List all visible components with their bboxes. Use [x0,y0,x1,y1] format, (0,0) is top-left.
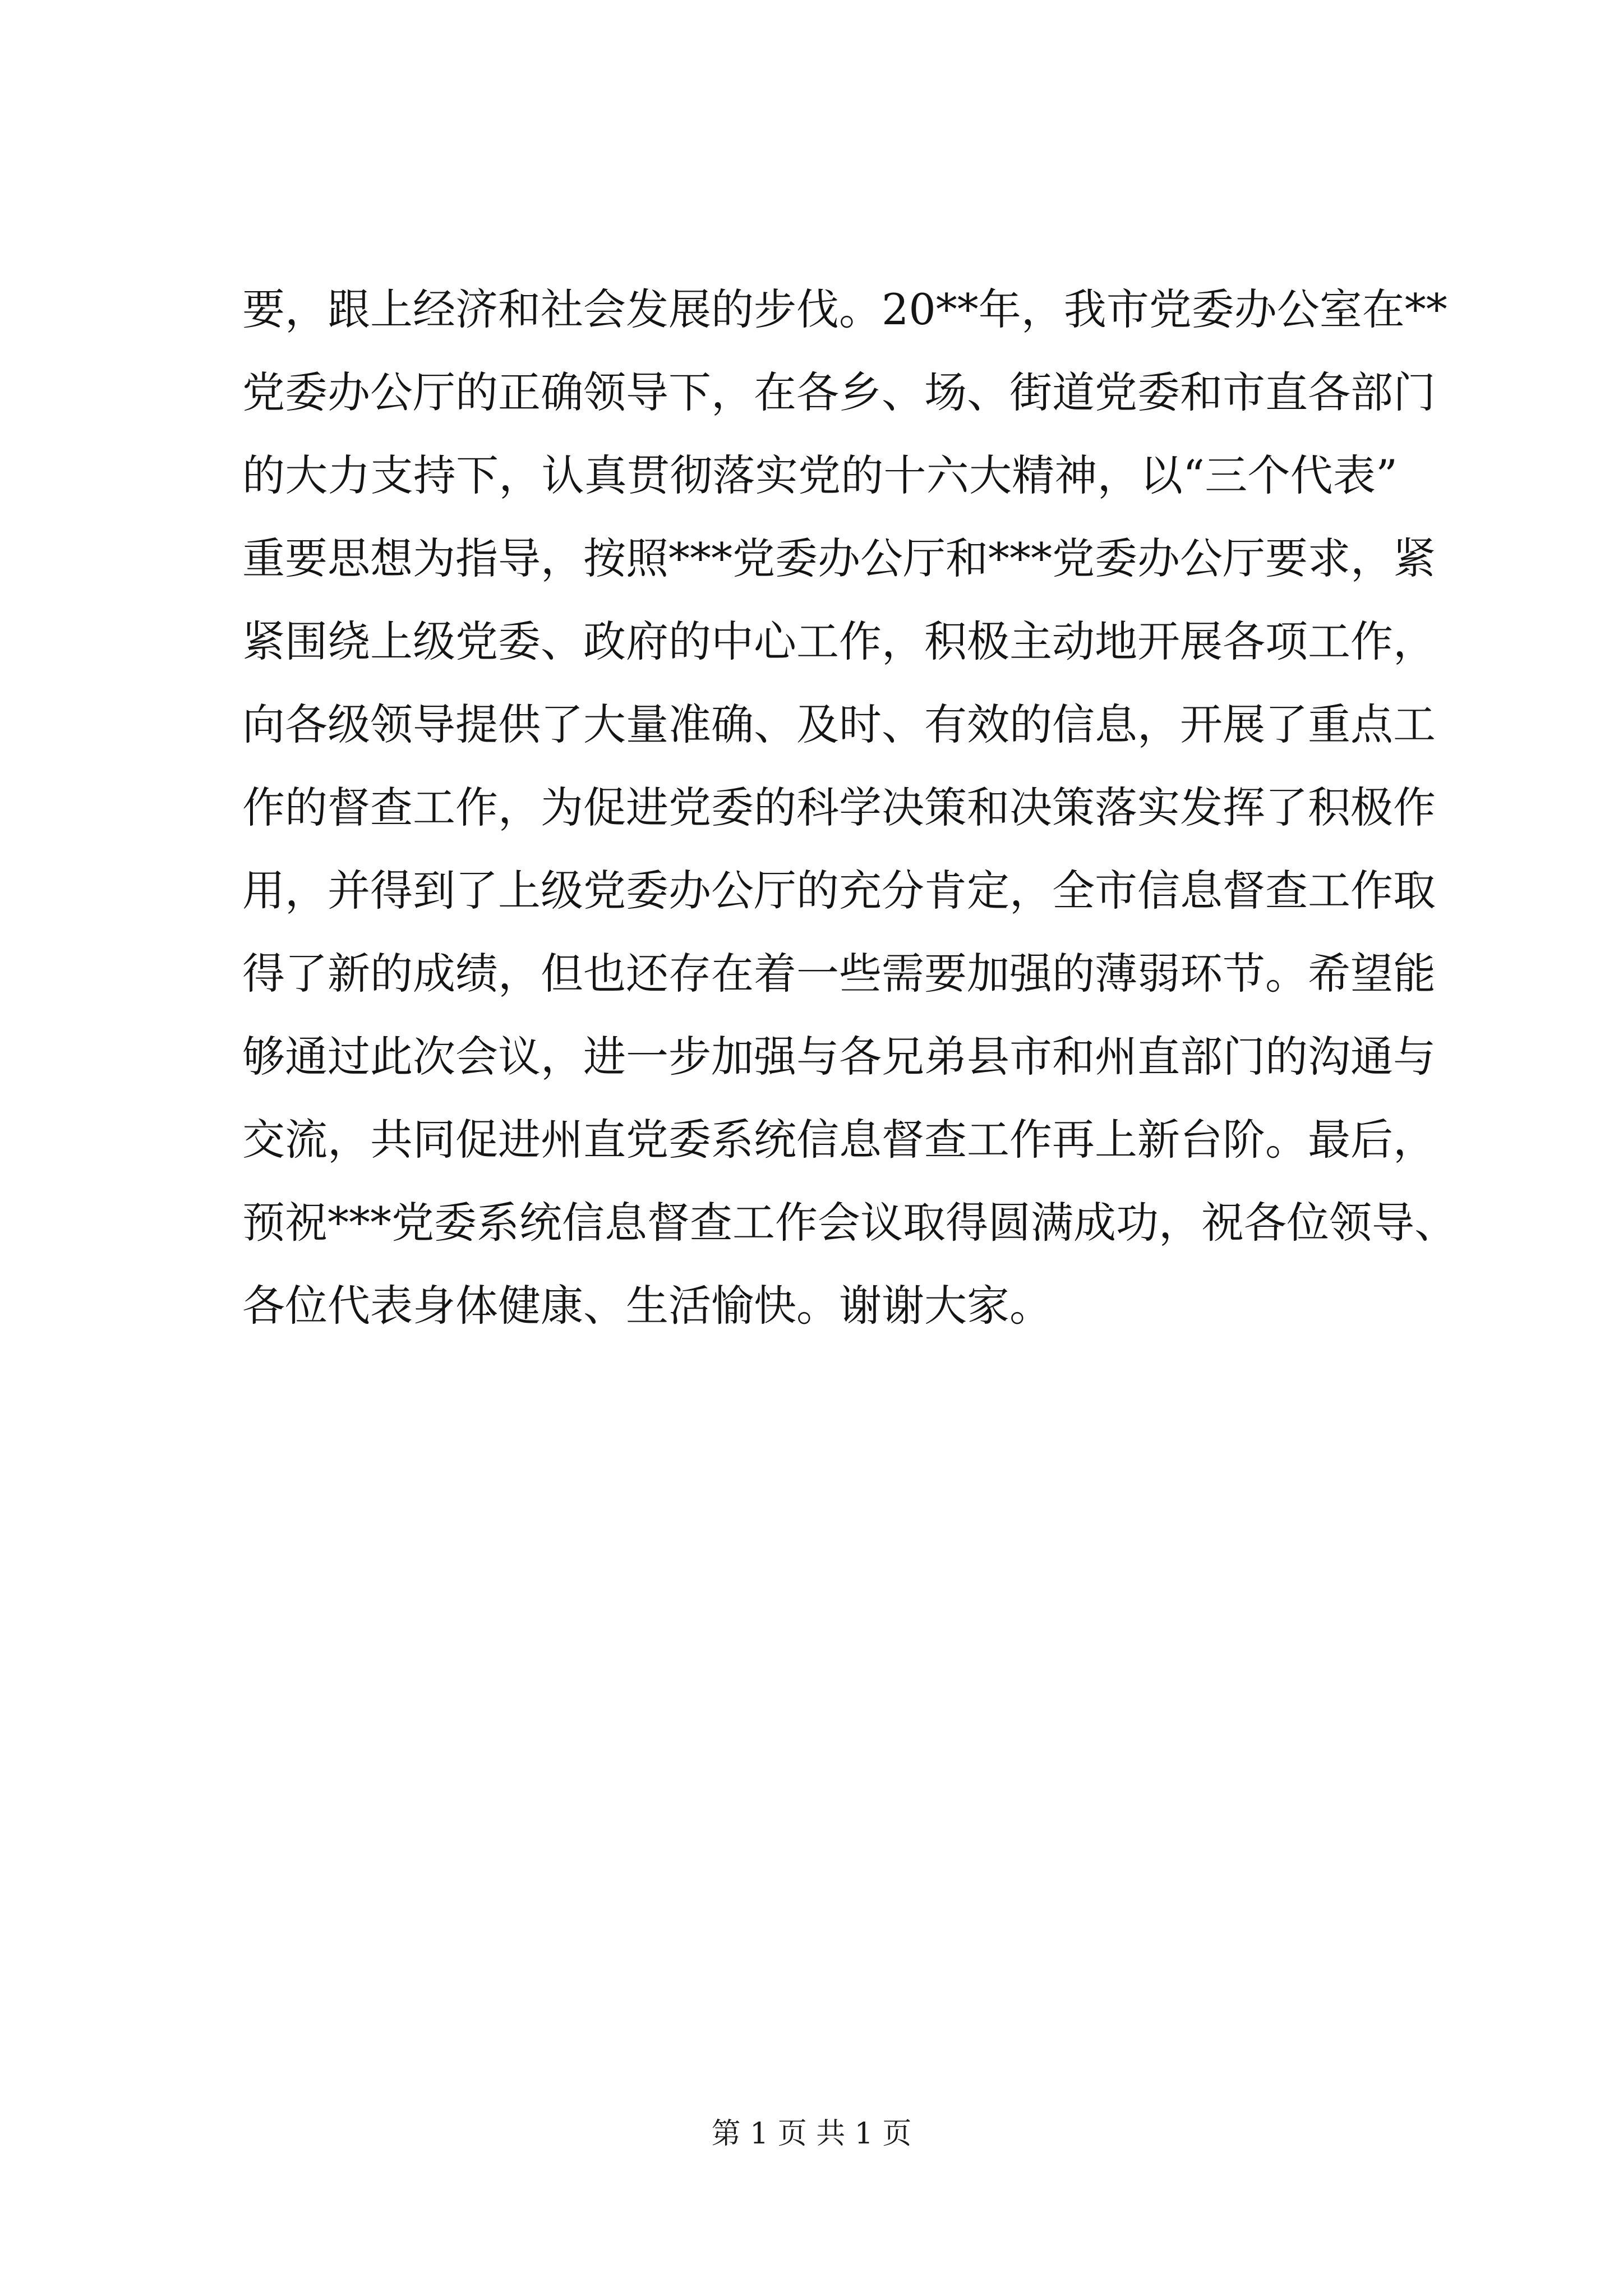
text-line: 交流，共同促进州直党委系统信息督查工作再上新台阶。最后， [242,1115,1436,1165]
text-line: 作的督查工作，为促进党委的科学决策和决策落实发挥了积极作 [242,783,1436,832]
text-line: 各位代表身体健康、生活愉快。谢谢大家。 [242,1281,1052,1331]
text-line: 得了新的成绩，但也还存在着一些需要加强的薄弱环节。希望能 [242,949,1436,999]
text-line: 用，并得到了上级党委办公厅的充分肯定，全市信息督查工作取 [242,866,1436,915]
page-footer [0,2111,1623,2156]
body-paragraph [242,268,1457,1347]
page-number-label: 第 1 页 共 1 页 [711,2117,912,2151]
text-line: 的大力支持下，认真贯彻落实党的十六大精神，以“三个代表” [242,450,1398,500]
text-line: 够通过此次会议，进一步加强与各兄弟县市和州直部门的沟通与 [242,1032,1436,1082]
text-line: 向各级领导提供了大量准确、及时、有效的信息，开展了重点工 [242,700,1436,749]
text-line: 党委办公厅的正确领导下，在各乡、场、街道党委和市直各部门 [242,367,1436,417]
text-line: 预祝***党委系统信息督查工作会议取得圆满成功，祝各位领导、 [242,1198,1457,1248]
text-line: 重要思想为指导，按照***党委办公厅和***党委办公厅要求，紧 [242,533,1436,583]
text-line: 紧围绕上级党委、政府的中心工作，积极主动地开展各项工作， [242,616,1436,666]
text-line: 要，跟上经济和社会发展的步伐。20**年，我市党委办公室在** [242,284,1447,334]
